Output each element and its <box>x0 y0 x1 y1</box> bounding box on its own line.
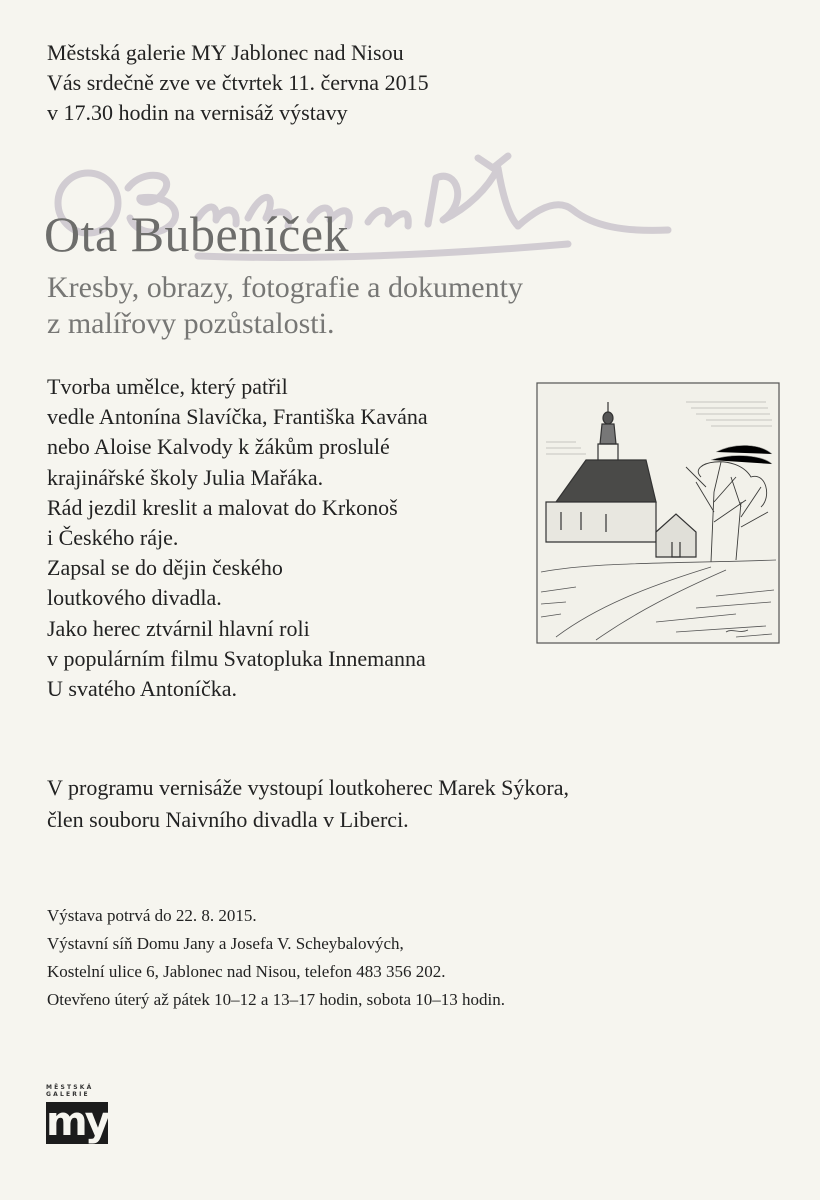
description-line: Jako herec ztvárnil hlavní roli <box>47 615 310 641</box>
info-line: Výstava potrvá do 22. 8. 2015. <box>47 906 257 925</box>
description-line: krajinářské školy Julia Mařáka. <box>47 464 324 490</box>
church-drawing-illustration <box>536 382 780 644</box>
gallery-logo <box>46 1082 108 1144</box>
church-drawing <box>536 382 780 644</box>
description-line: loutkového divadla. <box>47 585 222 611</box>
logo-tagline-bottom: GALERIE <box>46 1091 90 1098</box>
description-line: nebo Aloise Kalvody k žákům proslulé <box>47 434 390 460</box>
description-line: i Českého ráje. <box>47 525 179 551</box>
artist-name: Ota Bubeníček <box>44 206 350 262</box>
artist-description <box>47 372 428 704</box>
description-line: Rád jezdil kreslit a malovat do Krkonoš <box>47 494 398 520</box>
info-line: Kostelní ulice 6, Jablonec nad Nisou, telefon 483 356 202. <box>47 962 446 981</box>
description-line: Zapsal se do dějin českého <box>47 555 283 581</box>
logo-tagline <box>46 1084 108 1098</box>
program-line: V programu vernisáže vystoupí loutkoherec Marek Sýkora, <box>47 775 569 800</box>
exhibition-subtitle <box>47 270 523 342</box>
intro-line: v 17.30 hodin na vernisáž výstavy <box>47 100 348 125</box>
program-line: člen souboru Naivního divadla v Liberci. <box>47 807 409 832</box>
info-line: Otevřeno úterý až pátek 10–12 a 13–17 hodin, sobota 10–13 hodin. <box>47 990 505 1009</box>
invitation-intro <box>47 38 429 128</box>
logo-tagline-top: MĚSTSKÁ <box>46 1084 94 1091</box>
exhibition-info <box>47 902 505 1014</box>
logo-mark: my <box>46 1102 108 1144</box>
description-line: U svatého Antoníčka. <box>47 676 238 702</box>
intro-line: Městská galerie MY Jablonec nad Nisou <box>47 40 404 65</box>
description-line: vedle Antonína Slavíčka, Františka Kavána <box>47 404 428 430</box>
vernissage-program <box>47 772 569 836</box>
subtitle-line: Kresby, obrazy, fotografie a dokumenty <box>47 271 523 304</box>
info-line: Výstavní síň Domu Jany a Josefa V. Scheybalových, <box>47 934 404 953</box>
description-line: v populárním filmu Svatopluka Innemanna <box>47 645 426 671</box>
intro-line: Vás srdečně zve ve čtvrtek 11. června 2015 <box>47 70 429 95</box>
subtitle-line: z malířovy pozůstalosti. <box>47 307 335 340</box>
description-line: Tvorba umělce, který patřil <box>47 374 288 399</box>
